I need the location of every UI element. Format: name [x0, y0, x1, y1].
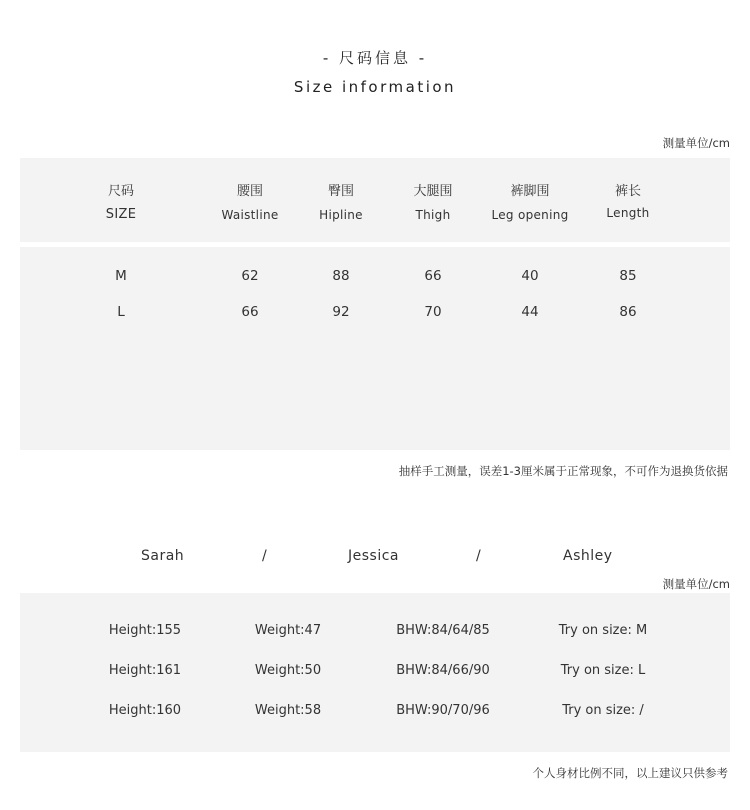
- model-name-jessica: Jessica: [348, 548, 399, 564]
- model-height: Height:155: [108, 623, 182, 638]
- header-thigh-en: Thigh: [415, 208, 451, 222]
- model-weight: Weight:58: [254, 703, 322, 718]
- model-height: Height:161: [108, 663, 182, 678]
- table-cell: 88: [332, 268, 350, 284]
- header-waistline-cn: 腰围: [236, 184, 263, 199]
- model-name-separator: /: [262, 548, 268, 564]
- model-bhw: BHW:84/66/90: [396, 663, 490, 678]
- header-length-cn: 裤长: [614, 184, 641, 199]
- header-waistline-en: Waistline: [221, 208, 279, 222]
- model-try-size: Try on size: L: [560, 663, 646, 678]
- model-weight: Weight:47: [254, 623, 322, 638]
- section-title-cn: - 尺码信息 -: [322, 49, 428, 67]
- table-cell: 85: [619, 268, 637, 284]
- table-cell: 92: [332, 304, 350, 320]
- header-hipline-en: Hipline: [319, 208, 363, 222]
- model-name-ashley: Ashley: [563, 548, 613, 564]
- model-name-separator: /: [476, 548, 482, 564]
- header-hipline-cn: 臀围: [327, 184, 354, 199]
- unit-label: 测量单位/cm: [662, 136, 730, 150]
- table-cell: 40: [521, 268, 539, 284]
- model-bhw: BHW:84/64/85: [396, 623, 490, 638]
- model-bhw: BHW:90/70/96: [396, 703, 490, 718]
- model-name-sarah: Sarah: [141, 548, 185, 564]
- table-cell: L: [117, 304, 125, 320]
- table-cell: M: [115, 268, 127, 284]
- header-leg-opening-cn: 裤脚围: [510, 184, 550, 199]
- table-cell: 66: [241, 304, 259, 320]
- table-cell: 62: [241, 268, 259, 284]
- header-thigh: [383, 183, 483, 224]
- section-title-en: Size information: [293, 78, 457, 96]
- model-unit-label: 测量单位/cm: [662, 577, 730, 591]
- table-cell: 70: [424, 304, 442, 320]
- header-size-en: SIZE: [105, 207, 137, 222]
- header-thigh-cn: 大腿围: [413, 184, 453, 199]
- header-length-en: Length: [606, 206, 650, 220]
- measurement-note: 抽样手工测量，误差1-3厘米属于正常现象，不可作为退换货依据: [398, 464, 728, 478]
- header-leg-opening: [480, 183, 580, 224]
- model-weight: Weight:50: [254, 663, 322, 678]
- header-size-cn: 尺码: [107, 184, 134, 199]
- table-cell: 66: [424, 268, 442, 284]
- header-size: [71, 183, 171, 224]
- table-cell: 86: [619, 304, 637, 320]
- header-hipline: [291, 183, 391, 224]
- header-length: [578, 183, 678, 222]
- model-note: 个人身材比例不同，以上建议只供参考: [532, 766, 728, 780]
- model-try-size: Try on size: /: [562, 703, 644, 718]
- header-leg-opening-en: Leg opening: [491, 208, 569, 222]
- model-height: Height:160: [108, 703, 182, 718]
- table-cell: 44: [521, 304, 539, 320]
- model-try-size: Try on size: M: [558, 623, 648, 638]
- header-waistline: [200, 183, 300, 224]
